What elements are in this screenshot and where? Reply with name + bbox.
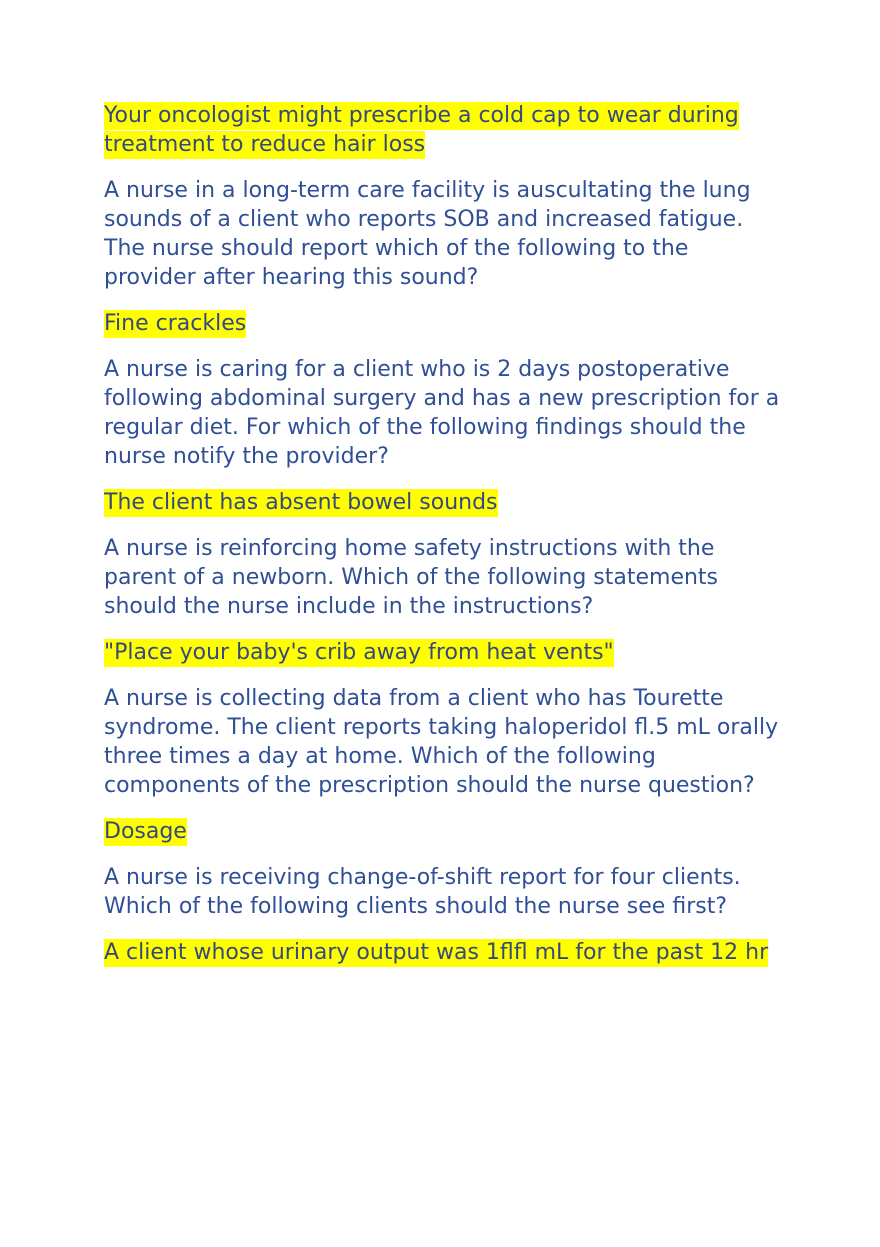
question-paragraph: A nurse is receiving change-of-shift report for four clients. Which of the following clients should the nurse see first? — [104, 865, 741, 919]
highlighted-answer: Dosage — [104, 819, 187, 844]
answer-paragraph — [104, 309, 784, 338]
question-paragraph: A nurse is collecting data from a client who has Tourette syndrome. The client reports taking haloperidol ﬂ.5 mL orally three times a day at home. Which of the following components of the prescription should the nurse question? — [104, 686, 779, 798]
answer-paragraph — [104, 638, 784, 667]
highlighted-answer: Your oncologist might prescribe a cold cap to wear during treatment to reduce hair loss — [104, 103, 739, 157]
document-body — [104, 101, 784, 984]
highlighted-answer: A client whose urinary output was 1ﬂﬂ mL for the past 12 hr — [104, 940, 769, 965]
answer-paragraph — [104, 938, 784, 967]
question-paragraph: A nurse in a long-term care facility is auscultating the lung sounds of a client who reports SOB and increased fatigue. The nurse should report which of the following to the provider after hearing this sound? — [104, 178, 751, 290]
highlighted-answer: "Place your baby's crib away from heat vents" — [104, 640, 614, 665]
highlighted-answer: Fine crackles — [104, 311, 247, 336]
answer-paragraph — [104, 488, 784, 517]
answer-paragraph — [104, 101, 784, 159]
question-paragraph: A nurse is reinforcing home safety instructions with the parent of a newborn. Which of the following statements should the nurse include in the instructions? — [104, 536, 719, 619]
answer-paragraph — [104, 817, 784, 846]
highlighted-answer: The client has absent bowel sounds — [104, 490, 498, 515]
question-paragraph: A nurse is caring for a client who is 2 days postoperative following abdominal surgery and has a new prescription for a regular diet. For which of the following findings should the nurse notify the provider? — [104, 357, 780, 469]
